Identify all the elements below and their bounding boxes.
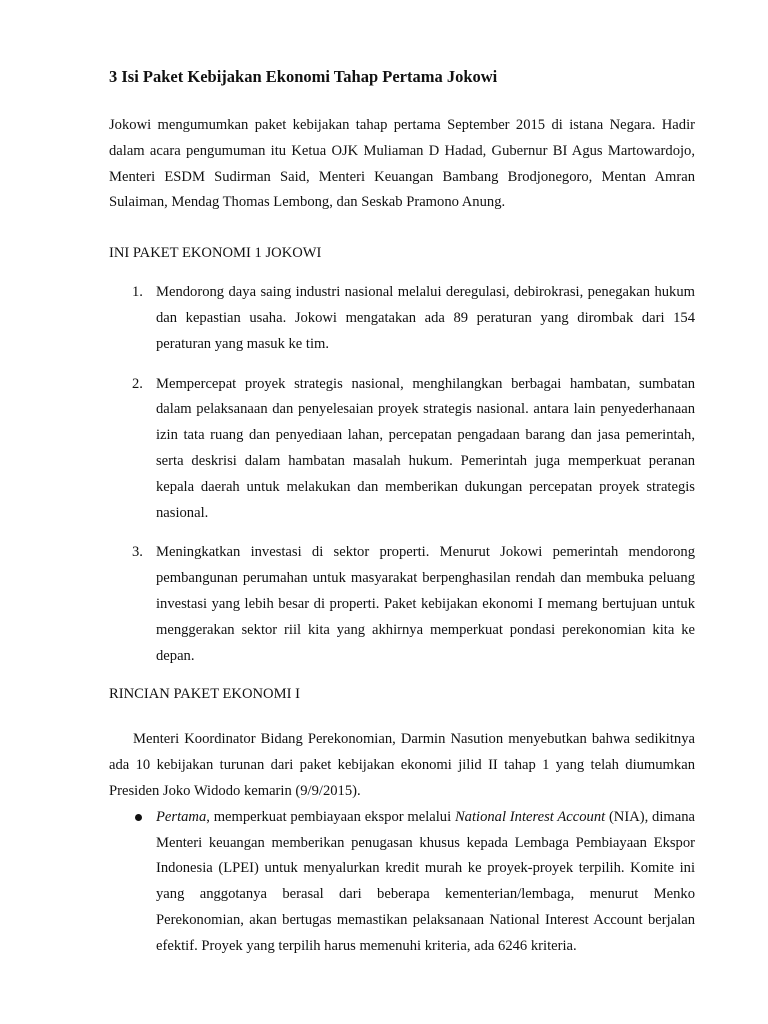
intro-paragraph: Jokowi mengumumkan paket kebijakan tahap pertama September 2015 di istana Negara. Hadir dalam acara pengumuman itu Ketua OJK Muliaman D Hadad, Gubernur BI Agus Martowardojo, Menteri ESDM Sudirman Said, Menteri Keuangan Bambang Brodjonegoro, Mentan Amran Sulaiman, Mendag Thomas Lembong, dan Seskab Pramono Anung. <box>109 117 695 211</box>
document-title: 3 Isi Paket Kebijakan Ekonomi Tahap Pertama Jokowi <box>109 67 498 86</box>
list-item-text: Mendorong daya saing industri nasional melalui deregulasi, debirokrasi, penegakan hukum dan kepastian usaha. Jokowi mengatakan ada 89 peraturan yang dirombak dari 154 peraturan yang masuk ke tim. <box>156 284 695 352</box>
rincian-bullet-list <box>109 805 695 960</box>
bullet-item-text <box>156 805 695 960</box>
list-item-text: Mempercepat proyek strategis nasional, menghilangkan berbagai hambatan, sumbatan dalam pelaksanaan dan penyelesaian proyek strategis nasional. antara lain penyederhanaan izin tata ruang dan penyediaan lahan, percepatan pengadaan barang dan jasa pemerintah, serta deskrisi dalam hambatan masalah hukum. Pemerintah juga memperkuat peranan kepala daerah untuk melakukan dan memberikan dukungan percepatan proyek strategis nasional. <box>156 375 695 521</box>
section-heading-rincian: RINCIAN PAKET EKONOMI I <box>109 686 300 703</box>
bullet-lead: Pertama <box>156 808 207 825</box>
section-heading-paket-ekonomi: INI PAKET EKONOMI 1 JOKOWI <box>109 245 322 262</box>
list-number: 2. <box>132 375 143 392</box>
bullet-text-part2: (NIA), dimana Menteri keuangan memberikan penugasan khusus kepada Lembaga Pembiayaan Ekspor Indonesia (LPEI) untuk menyalurkan kredit murah ke proyek-proyek terpilih. Komite ini yang anggotanya berasal dari beberapa kementerian/lembaga, menurut Menko Perekonomian, akan bertugas memastikan pelaksanaan National Interest Account berjalan efektif. Proyek yang terpilih harus memenuhi kriteria, ada 6246 kriteria. <box>156 808 695 954</box>
list-item <box>109 280 695 357</box>
bullet-item <box>109 805 695 960</box>
document-page <box>109 64 695 960</box>
list-number: 1. <box>132 284 143 301</box>
list-item <box>109 372 695 527</box>
policy-list <box>109 280 695 669</box>
bullet-dot-icon <box>135 814 142 821</box>
list-item-text: Meningkatkan investasi di sektor properti. Menurut Jokowi pemerintah mendorong pembangunan perumahan untuk masyarakat berpenghasilan rendah dan membuka peluang investasi yang lebih besar di properti. Paket kebijakan ekonomi I memang bertujuan untuk menggerakan sektor riil kita yang akhirnya memperkuat pondasi perekonomian kita ke depan. <box>156 544 695 664</box>
bullet-text-part1: , memperkuat pembiayaan ekspor melalui <box>206 808 455 825</box>
list-item <box>109 540 695 669</box>
rincian-intro-paragraph: Menteri Koordinator Bidang Perekonomian, Darmin Nasution menyebutkan bahwa sedikitnya ada 10 kebijakan turunan dari paket kebijakan ekonomi jilid II tahap 1 yang telah diumumkan Presiden Joko Widodo kemarin (9/9/2015). <box>109 731 695 799</box>
list-number: 3. <box>132 544 143 561</box>
bullet-term: National Interest Account <box>454 808 606 825</box>
